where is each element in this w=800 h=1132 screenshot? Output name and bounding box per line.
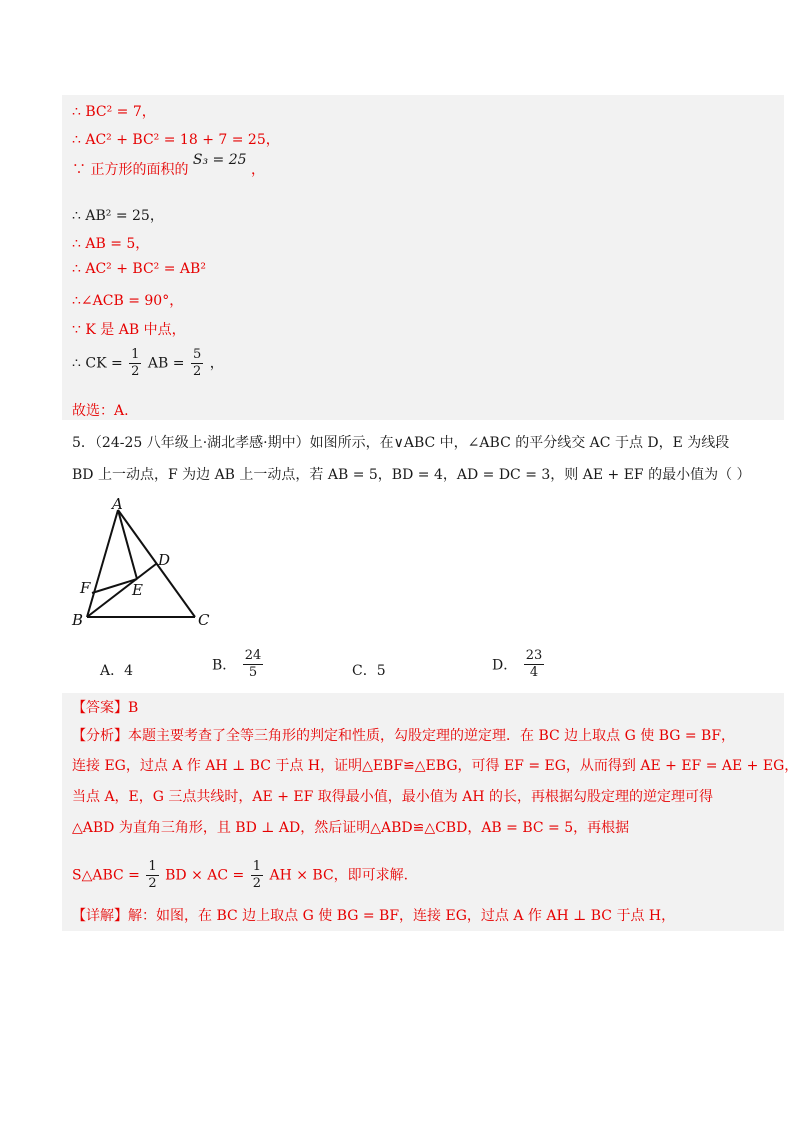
analysis-fraction-1: $\frac{1}{2}$ [148, 859, 157, 891]
analysis-fraction-2: $\frac{1}{2}$ [252, 859, 261, 891]
solution-line-9-pre: ∴ CK = [72, 355, 123, 372]
segment-ae [118, 510, 137, 579]
solution-line-3-math: S₃ = 25 [192, 152, 247, 168]
solution-line-8: ∵ K 是 AB 中点， [72, 322, 186, 338]
solution-line-6: ∴ AC² + BC² = AB² [72, 261, 206, 277]
solution-line-3 [72, 152, 266, 179]
solution-block-top [62, 95, 784, 420]
solution-line-9-mid: AB = [147, 355, 185, 372]
solution-line-7: ∴∠ACB = 90°， [72, 293, 184, 309]
fraction-five-halves: $\frac{5}{2}$ [192, 347, 202, 379]
analysis-area-post: AH × BC，即可求解. [269, 867, 409, 884]
analysis-line-2: 连接 EG，过点 A 作 AH ⊥ BC 于点 H，证明△EBF≌△EBG，可得 EF = EG，从而得到 AE + EF = AE + EG， [72, 758, 799, 774]
answer-block [62, 693, 799, 931]
analysis-area-pre: S△ABC = [72, 867, 140, 884]
label-e: E [132, 581, 143, 599]
choice-b-label: B． [212, 657, 237, 674]
triangle-figure [70, 495, 230, 635]
choice-b-fraction: $\frac{24}{5}$ [244, 648, 262, 680]
solution-line-4: ∴ AB² = 25， [72, 208, 164, 224]
solution-line-9-post: ， [209, 355, 224, 372]
segment-fe [92, 579, 137, 593]
choice-b [212, 648, 265, 681]
analysis-area-mid: BD × AC = [165, 867, 245, 884]
analysis-line-5 [72, 859, 408, 892]
segment-ac [118, 510, 195, 617]
analysis-line-3: 当点 A，E，G 三点共线时，AE + EF 取得最小值，最小值为 AH 的长，再根据勾股定理的逆定理可得 [72, 789, 713, 805]
answer-line: 【答案】B [72, 700, 139, 716]
label-c: C [198, 611, 210, 629]
analysis-line-4: △ABD 为直角三角形，且 BD ⊥ AD，然后证明△ABD≌△CBD，AB = BC = 5，再根据 [72, 820, 630, 836]
label-f: F [80, 579, 91, 597]
solution-line-5: ∴ AB = 5， [72, 236, 150, 252]
segment-ab [87, 510, 118, 617]
solution-line-choice: 故选：A. [72, 403, 129, 419]
solution-line-3-post: ， [251, 162, 266, 178]
solution-line-2: ∴ AC² + BC² = 18 + 7 = 25， [72, 132, 280, 148]
question-text-line-2: BD 上一动点，F 为边 AB 上一动点，若 AB = 5，BD = 4，AD = DC = 3，则 AE + EF 的最小值为（ ） [72, 467, 751, 483]
choice-c: C．5 [352, 663, 386, 679]
solution-line-1: ∴ BC² = 7， [72, 104, 156, 120]
solution-line-3-pre: ∵ 正方形的面积的 [72, 162, 189, 178]
choice-d-fraction: $\frac{23}{4}$ [525, 648, 543, 680]
detail-line-1: 【详解】解：如图，在 BC 边上取点 G 使 BG = BF，连接 EG，过点 A 作 AH ⊥ BC 于点 H， [72, 908, 676, 924]
choice-d-label: D． [492, 657, 518, 674]
question-text-line-1: 5．（24-25 八年级上·湖北孝感·期中）如图所示，在∨ABC 中，∠ABC 的平分线交 AC 于点 D，E 为线段 [72, 435, 730, 451]
fraction-half: $\frac{1}{2}$ [131, 347, 140, 379]
analysis-line-1: 【分析】本题主要考查了全等三角形的判定和性质，勾股定理的逆定理．在 BC 边上取点 G 使 BG = BF， [72, 728, 736, 744]
label-b: B [72, 611, 84, 629]
choice-a: A．4 [100, 663, 134, 679]
label-d: D [158, 551, 171, 569]
label-a: A [112, 495, 123, 513]
choice-d [492, 648, 546, 681]
solution-line-9 [72, 347, 224, 380]
